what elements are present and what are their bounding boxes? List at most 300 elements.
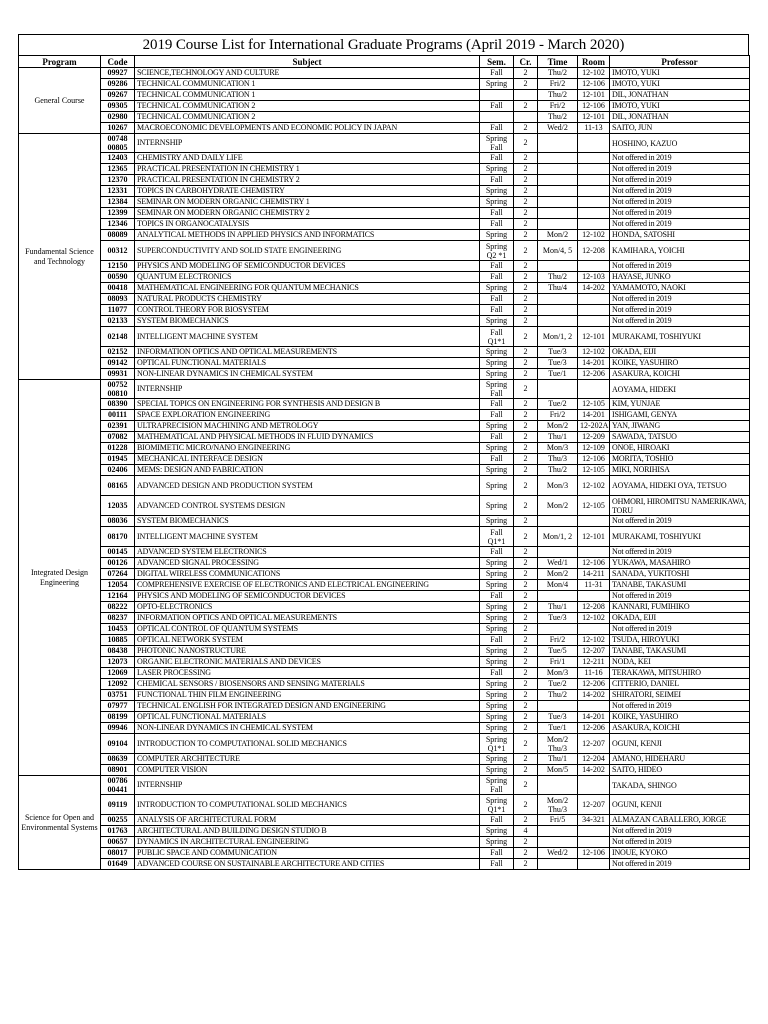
course-code: 00126 [101, 558, 135, 569]
course-semester: Spring [480, 646, 514, 657]
course-time: Fri/2 [538, 79, 578, 90]
table-row [19, 327, 750, 347]
course-credits: 2 [514, 624, 538, 635]
course-code: 00111 [101, 410, 135, 421]
course-semester: Fall [480, 635, 514, 646]
course-time: Mon/2 [538, 421, 578, 432]
course-credits: 2 [514, 68, 538, 79]
course-credits: 2 [514, 272, 538, 283]
course-subject: CHEMICAL SENSORS / BIOSENSORS AND SENSING MATERIALS [135, 679, 480, 690]
course-credits: 2 [514, 754, 538, 765]
course-time [538, 134, 578, 153]
course-semester: Spring [480, 580, 514, 591]
course-credits: 2 [514, 496, 538, 516]
course-credits: 2 [514, 305, 538, 316]
course-room: 12-208 [578, 241, 610, 261]
course-subject: NON-LINEAR DYNAMICS IN CHEMICAL SYSTEM [135, 723, 480, 734]
course-time: Mon/2 [538, 569, 578, 580]
course-semester: Spring [480, 701, 514, 712]
course-semester: Spring Fall [480, 776, 514, 795]
course-credits: 2 [514, 219, 538, 230]
course-professor: CITTERIO, DANIEL [610, 679, 750, 690]
course-semester: Spring [480, 443, 514, 454]
course-room: 12-101 [578, 327, 610, 347]
table-row [19, 795, 750, 815]
table-row [19, 68, 750, 79]
course-subject: COMPUTER ARCHITECTURE [135, 754, 480, 765]
course-code: 00657 [101, 837, 135, 848]
course-room [578, 134, 610, 153]
course-code: 12150 [101, 261, 135, 272]
course-time: Thu/4 [538, 283, 578, 294]
course-code: 01228 [101, 443, 135, 454]
course-professor: ISHIGAMI, GENYA [610, 410, 750, 421]
table-row [19, 613, 750, 624]
course-credits: 2 [514, 316, 538, 327]
course-professor: TAKADA, SHINGO [610, 776, 750, 795]
course-subject: ANALYSIS OF ARCHITECTURAL FORM [135, 815, 480, 826]
course-professor: ONOE, HIROAKI [610, 443, 750, 454]
course-credits: 2 [514, 123, 538, 134]
course-semester: Spring [480, 516, 514, 527]
course-room [578, 837, 610, 848]
course-code: 07082 [101, 432, 135, 443]
table-row [19, 399, 750, 410]
course-credits: 2 [514, 465, 538, 476]
course-credits: 2 [514, 432, 538, 443]
course-subject: SYSTEM BIOMECHANICS [135, 316, 480, 327]
course-subject: NATURAL PRODUCTS CHEMISTRY [135, 294, 480, 305]
course-room: 12-101 [578, 90, 610, 101]
course-semester: Spring [480, 283, 514, 294]
course-professor: KAMIHARA, YOICHI [610, 241, 750, 261]
table-row [19, 294, 750, 305]
table-row [19, 358, 750, 369]
course-subject: ADVANCED SYSTEM ELECTRONICS [135, 547, 480, 558]
course-time: Mon/3 [538, 668, 578, 679]
course-semester: Spring [480, 712, 514, 723]
course-semester: Fall [480, 208, 514, 219]
course-time: Mon/1, 2 [538, 527, 578, 547]
course-subject: MEMS: DESIGN AND FABRICATION [135, 465, 480, 476]
course-credits: 2 [514, 558, 538, 569]
course-subject: FUNCTIONAL THIN FILM ENGINEERING [135, 690, 480, 701]
course-credits: 2 [514, 347, 538, 358]
course-credits: 2 [514, 230, 538, 241]
course-credits: 2 [514, 723, 538, 734]
course-time [538, 591, 578, 602]
course-room: 12-202A [578, 421, 610, 432]
course-professor: Not offered in 2019 [610, 305, 750, 316]
program-name: Fundamental Science and Technology [19, 134, 101, 380]
course-code: 01649 [101, 859, 135, 870]
course-time: Mon/4, 5 [538, 241, 578, 261]
course-credits: 2 [514, 283, 538, 294]
course-semester: Spring [480, 558, 514, 569]
course-code: 12384 [101, 197, 135, 208]
course-room: 12-102 [578, 476, 610, 496]
course-time: Wed/2 [538, 123, 578, 134]
course-time: Mon/2 [538, 230, 578, 241]
course-code: 02391 [101, 421, 135, 432]
course-professor: Not offered in 2019 [610, 516, 750, 527]
course-professor: MIKI, NORIHISA [610, 465, 750, 476]
course-subject: ADVANCED DESIGN AND PRODUCTION SYSTEM [135, 476, 480, 496]
course-code: 12092 [101, 679, 135, 690]
table-row [19, 558, 750, 569]
course-subject: QUANTUM ELECTRONICS [135, 272, 480, 283]
course-room [578, 164, 610, 175]
course-semester: Spring Fall [480, 380, 514, 399]
course-credits: 2 [514, 186, 538, 197]
course-credits: 2 [514, 197, 538, 208]
course-semester: Spring [480, 358, 514, 369]
course-room: 12-106 [578, 848, 610, 859]
course-professor: Not offered in 2019 [610, 624, 750, 635]
table-row [19, 421, 750, 432]
table-row [19, 112, 750, 123]
course-time: Tue/1 [538, 369, 578, 380]
course-room [578, 624, 610, 635]
course-code: 09119 [101, 795, 135, 815]
course-code: 02406 [101, 465, 135, 476]
course-professor: IMOTO, YUKI [610, 79, 750, 90]
course-time: Tue/2 [538, 679, 578, 690]
course-time: Thu/2 [538, 90, 578, 101]
course-time: Thu/1 [538, 432, 578, 443]
course-room: 12-206 [578, 723, 610, 734]
course-subject: TECHNICAL COMMUNICATION 1 [135, 90, 480, 101]
course-semester: Fall [480, 410, 514, 421]
course-professor: SAITO, HIDEO [610, 765, 750, 776]
course-room [578, 261, 610, 272]
course-time: Wed/1 [538, 558, 578, 569]
table-row [19, 516, 750, 527]
course-code: 10453 [101, 624, 135, 635]
course-credits: 2 [514, 690, 538, 701]
course-code: 07264 [101, 569, 135, 580]
course-room: 12-102 [578, 68, 610, 79]
course-subject: COMPUTER VISION [135, 765, 480, 776]
course-time [538, 776, 578, 795]
course-credits: 2 [514, 399, 538, 410]
table-row [19, 305, 750, 316]
course-credits: 2 [514, 294, 538, 305]
course-code: 09104 [101, 734, 135, 754]
course-code: 12069 [101, 668, 135, 679]
course-time [538, 208, 578, 219]
course-semester: Fall [480, 272, 514, 283]
course-time: Mon/1, 2 [538, 327, 578, 347]
course-credits: 2 [514, 153, 538, 164]
course-time: Mon/2 Thu/3 [538, 734, 578, 754]
course-subject: PHOTONIC NANOSTRUCTURE [135, 646, 480, 657]
course-subject: PHYSICS AND MODELING OF SEMICONDUCTOR DEVICES [135, 261, 480, 272]
course-time [538, 516, 578, 527]
course-room: 12-204 [578, 754, 610, 765]
table-row [19, 580, 750, 591]
table-row [19, 101, 750, 112]
course-professor: Not offered in 2019 [610, 294, 750, 305]
course-subject: DIGITAL WIRELESS COMMUNICATIONS [135, 569, 480, 580]
course-subject: OPTICAL CONTROL OF QUANTUM SYSTEMS [135, 624, 480, 635]
course-credits: 2 [514, 646, 538, 657]
course-subject: TECHNICAL COMMUNICATION 2 [135, 101, 480, 112]
course-credits: 2 [514, 208, 538, 219]
course-professor: Not offered in 2019 [610, 547, 750, 558]
course-semester: Spring [480, 347, 514, 358]
course-professor: YAN, JIWANG [610, 421, 750, 432]
course-semester: Spring [480, 369, 514, 380]
course-room: 12-211 [578, 657, 610, 668]
table-row [19, 208, 750, 219]
table-row [19, 153, 750, 164]
course-room [578, 516, 610, 527]
course-code: 09142 [101, 358, 135, 369]
course-credits: 2 [514, 327, 538, 347]
course-semester: Fall Q1*1 [480, 527, 514, 547]
course-credits: 2 [514, 765, 538, 776]
course-professor: Not offered in 2019 [610, 197, 750, 208]
table-row [19, 134, 750, 153]
course-professor: YUKAWA, MASAHIRO [610, 558, 750, 569]
course-time [538, 186, 578, 197]
course-semester: Spring Q2 *1 [480, 241, 514, 261]
course-semester: Fall [480, 815, 514, 826]
table-row [19, 547, 750, 558]
course-credits: 2 [514, 815, 538, 826]
course-professor: Not offered in 2019 [610, 175, 750, 186]
course-room: 12-102 [578, 635, 610, 646]
course-professor: Not offered in 2019 [610, 859, 750, 870]
course-code: 08017 [101, 848, 135, 859]
course-professor: IMOTO, YUKI [610, 101, 750, 112]
course-semester [480, 112, 514, 123]
course-code: 09305 [101, 101, 135, 112]
course-credits: 4 [514, 826, 538, 837]
course-professor: TANABE, TAKASUMI [610, 646, 750, 657]
course-credits: 2 [514, 476, 538, 496]
course-subject: PRACTICAL PRESENTATION IN CHEMISTRY 2 [135, 175, 480, 186]
course-semester: Spring [480, 496, 514, 516]
course-credits: 2 [514, 712, 538, 723]
course-credits: 2 [514, 859, 538, 870]
table-row [19, 734, 750, 754]
course-semester: Spring [480, 679, 514, 690]
table-row [19, 591, 750, 602]
course-time [538, 197, 578, 208]
course-semester [480, 90, 514, 101]
course-subject: MATHEMATICAL AND PHYSICAL METHODS IN FLUID DYNAMICS [135, 432, 480, 443]
table-row [19, 465, 750, 476]
course-room: 11-31 [578, 580, 610, 591]
course-semester: Spring [480, 765, 514, 776]
course-subject: ADVANCED COURSE ON SUSTAINABLE ARCHITECTURE AND CITIES [135, 859, 480, 870]
course-code: 08170 [101, 527, 135, 547]
course-semester: Spring [480, 613, 514, 624]
header-semester: Sem. [480, 56, 514, 68]
course-credits: 2 [514, 443, 538, 454]
course-time: Thu/3 [538, 454, 578, 465]
course-time: Tue/3 [538, 613, 578, 624]
table-row [19, 230, 750, 241]
course-room [578, 186, 610, 197]
course-semester: Spring Q1*1 [480, 734, 514, 754]
course-subject: INTELLIGENT MACHINE SYSTEM [135, 527, 480, 547]
course-professor: MURAKAMI, TOSHIYUKI [610, 327, 750, 347]
course-time [538, 175, 578, 186]
course-table-body [19, 68, 750, 870]
course-code: 08901 [101, 765, 135, 776]
course-credits: 2 [514, 547, 538, 558]
course-code: 02152 [101, 347, 135, 358]
course-room: 12-102 [578, 347, 610, 358]
course-subject: INFORMATION OPTICS AND OPTICAL MEASUREMENTS [135, 613, 480, 624]
course-credits: 2 [514, 776, 538, 795]
course-room: 14-201 [578, 712, 610, 723]
course-credits: 2 [514, 569, 538, 580]
course-time [538, 380, 578, 399]
course-code: 12346 [101, 219, 135, 230]
course-credits: 2 [514, 241, 538, 261]
course-subject: TOPICS IN ORGANOCATALYSIS [135, 219, 480, 230]
course-subject: TOPICS IN CARBOHYDRATE CHEMISTRY [135, 186, 480, 197]
course-professor: Not offered in 2019 [610, 826, 750, 837]
course-subject: INTERNSHIP [135, 776, 480, 795]
course-semester: Spring [480, 465, 514, 476]
table-row [19, 776, 750, 795]
course-room: 14-202 [578, 765, 610, 776]
course-credits: 2 [514, 527, 538, 547]
course-time: Fri/2 [538, 410, 578, 421]
course-room: 12-207 [578, 795, 610, 815]
course-room: 12-208 [578, 602, 610, 613]
course-credits: 2 [514, 591, 538, 602]
course-semester: Spring [480, 837, 514, 848]
course-credits: 2 [514, 380, 538, 399]
course-credits [514, 90, 538, 101]
table-row [19, 454, 750, 465]
course-subject: OPTICAL FUNCTIONAL MATERIALS [135, 712, 480, 723]
table-row [19, 369, 750, 380]
course-code: 12370 [101, 175, 135, 186]
course-room: 12-105 [578, 465, 610, 476]
table-row [19, 602, 750, 613]
course-time [538, 294, 578, 305]
course-semester: Spring [480, 624, 514, 635]
course-professor: TERAKAWA, MITSUHIRO [610, 668, 750, 679]
course-room: 11-16 [578, 668, 610, 679]
table-row [19, 527, 750, 547]
course-professor: Not offered in 2019 [610, 316, 750, 327]
course-semester: Fall [480, 668, 514, 679]
course-credits: 2 [514, 175, 538, 186]
course-professor: MORITA, TOSHIO [610, 454, 750, 465]
course-subject: INTELLIGENT MACHINE SYSTEM [135, 327, 480, 347]
course-subject: SPECIAL TOPICS ON ENGINEERING FOR SYNTHESIS AND DESIGN B [135, 399, 480, 410]
course-code: 08639 [101, 754, 135, 765]
table-row [19, 754, 750, 765]
table-row [19, 668, 750, 679]
course-semester: Spring [480, 826, 514, 837]
header-credits: Cr. [514, 56, 538, 68]
course-time: Fri/2 [538, 635, 578, 646]
table-row [19, 765, 750, 776]
table-header-row [19, 56, 750, 68]
course-semester: Fall Q1*1 [480, 327, 514, 347]
course-semester: Fall [480, 399, 514, 410]
course-subject: DYNAMICS IN ARCHITECTURAL ENGINEERING [135, 837, 480, 848]
course-code: 12054 [101, 580, 135, 591]
table-row [19, 848, 750, 859]
course-code: 08165 [101, 476, 135, 496]
course-subject: CONTROL THEORY FOR BIOSYSTEM [135, 305, 480, 316]
course-time: Mon/2 [538, 496, 578, 516]
course-room [578, 197, 610, 208]
course-subject: SCIENCE,TECHNOLOGY AND CULTURE [135, 68, 480, 79]
course-code: 00255 [101, 815, 135, 826]
header-time: Time [538, 56, 578, 68]
table-row [19, 496, 750, 516]
course-credits: 2 [514, 369, 538, 380]
course-subject: ANALYTICAL METHODS IN APPLIED PHYSICS AND INFORMATICS [135, 230, 480, 241]
course-code: 08237 [101, 613, 135, 624]
course-room: 12-101 [578, 527, 610, 547]
course-professor: DIL, JONATHAN [610, 112, 750, 123]
course-room: 12-206 [578, 679, 610, 690]
course-code: 00590 [101, 272, 135, 283]
course-professor: Not offered in 2019 [610, 837, 750, 848]
table-row [19, 859, 750, 870]
course-room [578, 316, 610, 327]
course-table [18, 55, 750, 870]
course-professor: Not offered in 2019 [610, 164, 750, 175]
table-row [19, 79, 750, 90]
course-code: 12365 [101, 164, 135, 175]
course-subject: SEMINAR ON MODERN ORGANIC CHEMISTRY 2 [135, 208, 480, 219]
course-credits: 2 [514, 795, 538, 815]
header-subject: Subject [135, 56, 480, 68]
table-row [19, 410, 750, 421]
course-semester: Spring [480, 421, 514, 432]
course-subject: OPTICAL NETWORK SYSTEM [135, 635, 480, 646]
course-time [538, 316, 578, 327]
course-time: Mon/3 [538, 476, 578, 496]
course-room: 11-13 [578, 123, 610, 134]
header-professor: Professor [610, 56, 750, 68]
course-code: 08222 [101, 602, 135, 613]
course-code: 12331 [101, 186, 135, 197]
course-code: 10885 [101, 635, 135, 646]
course-time [538, 164, 578, 175]
table-row [19, 90, 750, 101]
course-professor: OHMORI, HIROMITSU NAMERIKAWA, TORU [610, 496, 750, 516]
course-subject: ADVANCED SIGNAL PROCESSING [135, 558, 480, 569]
course-professor: SHIRATORI, SEIMEI [610, 690, 750, 701]
course-subject: INTRODUCTION TO COMPUTATIONAL SOLID MECHANICS [135, 795, 480, 815]
course-semester: Fall [480, 859, 514, 870]
course-professor: INOUE, KYOKO [610, 848, 750, 859]
course-semester: Fall [480, 68, 514, 79]
course-professor: TSUDA, HIROYUKI [610, 635, 750, 646]
course-time [538, 547, 578, 558]
course-code: 08089 [101, 230, 135, 241]
course-time: Mon/4 [538, 580, 578, 591]
course-room [578, 826, 610, 837]
course-semester: Spring [480, 569, 514, 580]
table-row [19, 272, 750, 283]
course-subject: MATHEMATICAL ENGINEERING FOR QUANTUM MECHANICS [135, 283, 480, 294]
